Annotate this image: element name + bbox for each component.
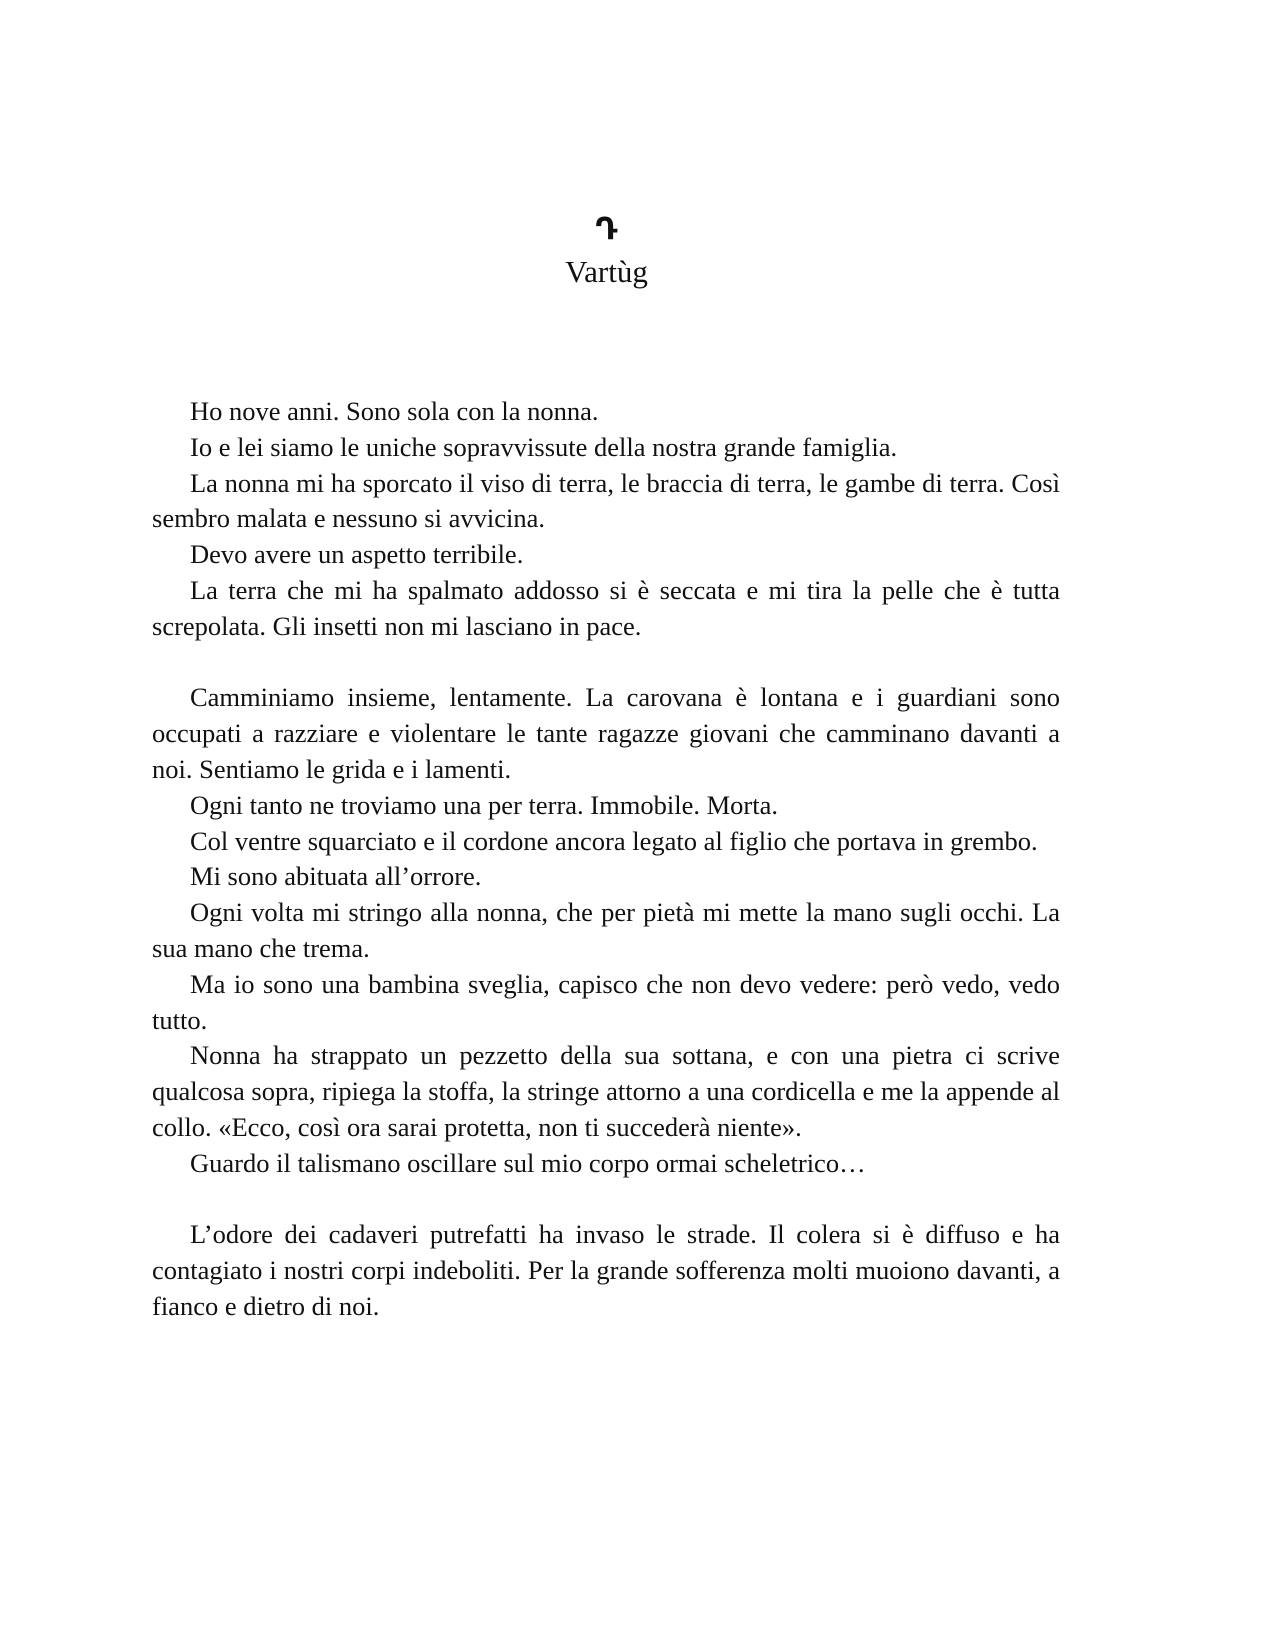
chapter-title: Vartùg xyxy=(565,254,648,289)
body-text xyxy=(152,394,1060,1325)
paragraph: Ho nove anni. Sono sola con la nonna. xyxy=(190,396,599,426)
paragraph: Guardo il talismano oscillare sul mio corpo ormai scheletrico… xyxy=(190,1147,866,1178)
paragraph: Ogni tanto ne troviamo una per terra. Immobile. Morta. xyxy=(190,789,778,820)
section-break xyxy=(152,1182,1060,1218)
paragraph: Camminiamo insieme, lentamente. La carovana è lontana e i guardiani sono occupati a razziare e violentare le tante ragazze giovani che camminano davanti a noi. Sentiamo le grida e i lamenti. xyxy=(152,682,1060,784)
paragraph: Devo avere un aspetto terribile. xyxy=(190,539,524,570)
paragraph: Nonna ha strappato un pezzetto della sua sottana, e con una pietra ci scrive qualcosa sopra, ripiega la stoffa, la stringe attorno a una cordicella e me la appende al collo. «Ecco, così ora sarai protetta, non ti succederà niente». xyxy=(152,1040,1060,1142)
paragraph: La nonna mi ha sporcato il viso di terra, le braccia di terra, le gambe di terra. Così sembro malata e nessuno si avvicina. xyxy=(152,467,1060,534)
section-2 xyxy=(152,680,1060,1181)
section-3 xyxy=(152,1217,1060,1324)
section-break xyxy=(152,645,1060,681)
paragraph: La terra che mi ha spalmato addosso si è seccata e mi tira la pelle che è tutta screpolata. Gli insetti non mi lasciano in pace. xyxy=(152,574,1060,641)
paragraph: L’odore dei cadaveri putrefatti ha invaso le strade. Il colera si è diffuso e ha contagiato i nostri corpi indeboliti. Per la grande sofferenza molti muoiono davanti, a fianco e dietro di noi. xyxy=(152,1219,1060,1321)
paragraph: Io e lei siamo le uniche sopravvissute della nostra grande famiglia. xyxy=(190,431,898,462)
paragraph: Ogni volta mi stringo alla nonna, che per pietà mi mette la mano sugli occhi. La sua mano che trema. xyxy=(152,897,1060,963)
chapter-number-glyph: Դ xyxy=(595,212,618,247)
section-1 xyxy=(152,394,1060,645)
paragraph: Ma io sono una bambina sveglia, capisco che non devo vedere: però vedo, vedo tutto. xyxy=(152,968,1060,1035)
paragraph: Col ventre squarciato e il cordone ancora legato al figlio che portava in grembo. xyxy=(190,825,1038,856)
paragraph: Mi sono abituata all’orrore. xyxy=(190,861,482,892)
chapter-heading xyxy=(0,212,1213,292)
